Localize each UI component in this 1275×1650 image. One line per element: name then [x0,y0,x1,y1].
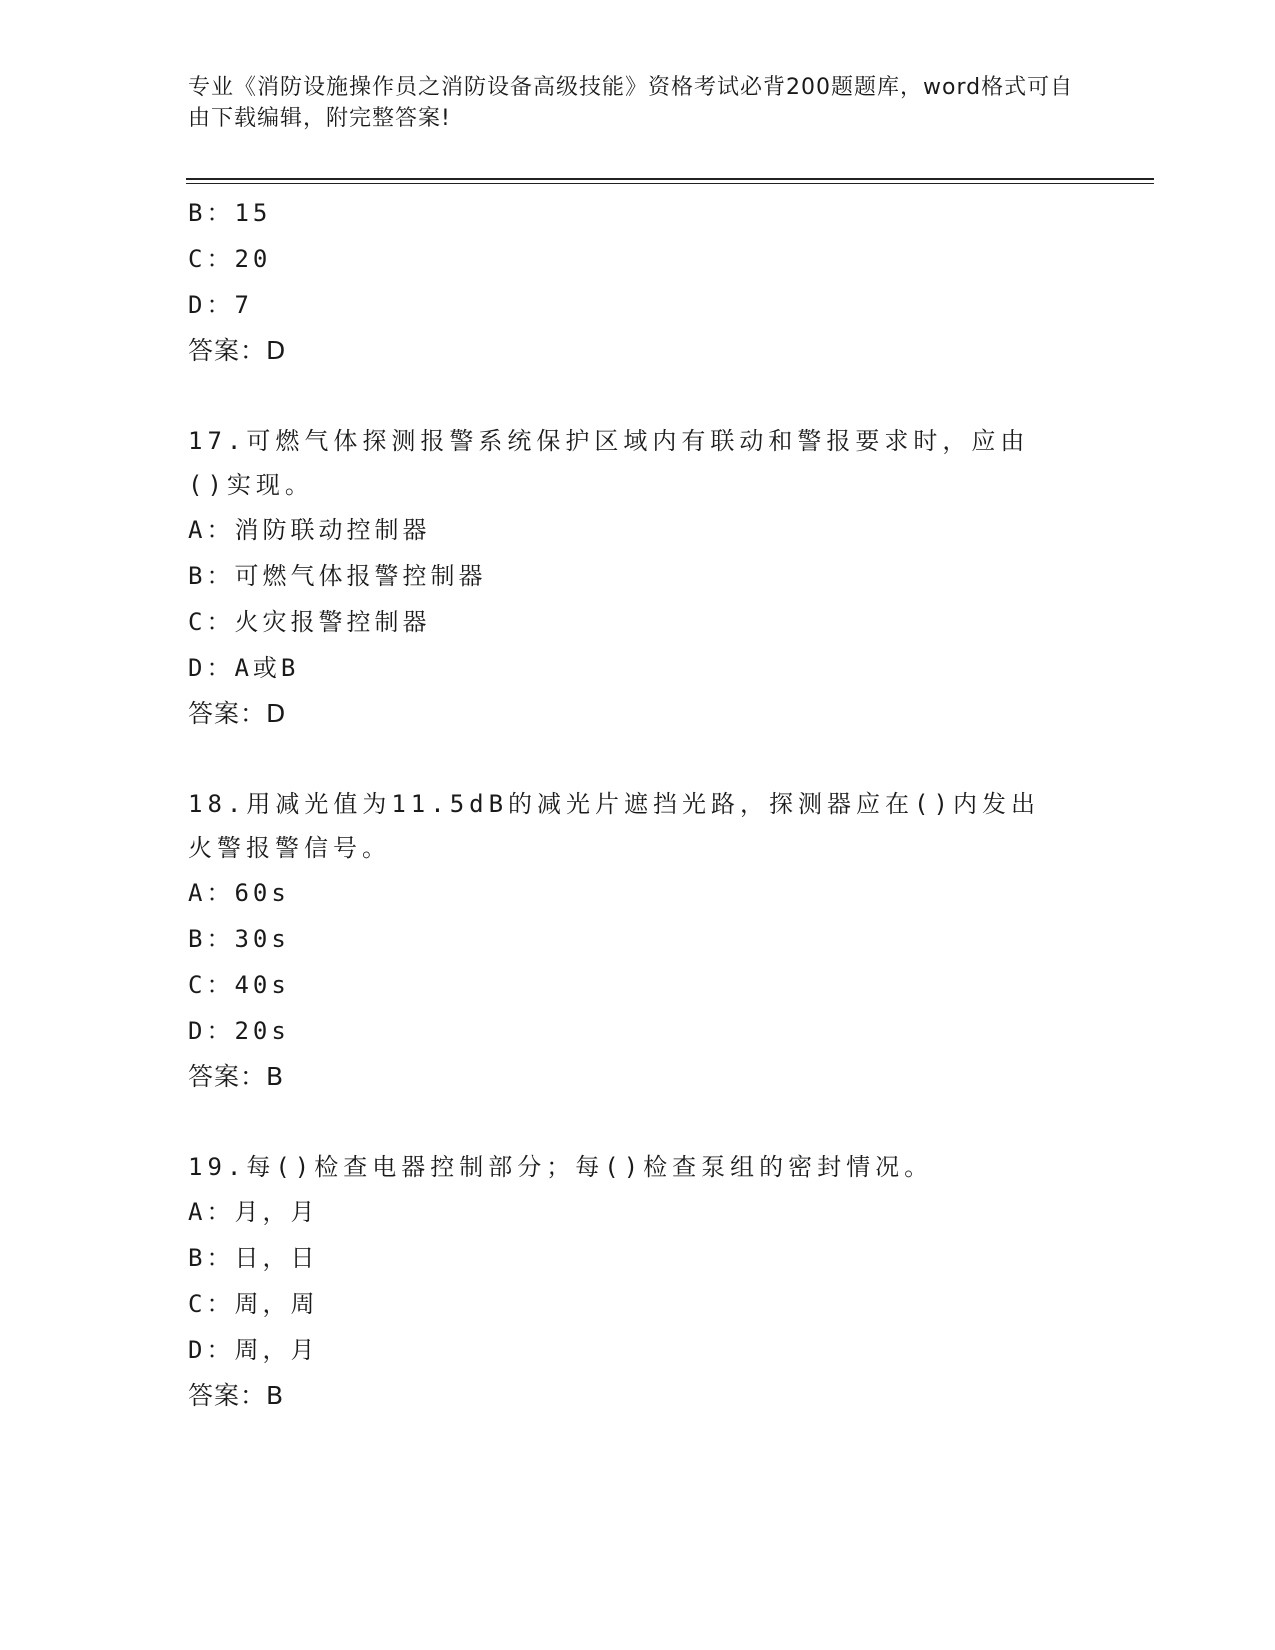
answer-line: 答案：B [188,1062,285,1091]
question-stem: 19.每()检查电器控制部分；每()检查泵组的密封情况。 [188,1153,934,1181]
option-line: B：日，日 [188,1244,319,1272]
header-rule-thin [186,183,1154,184]
option-line: A：消防联动控制器 [188,516,431,544]
option-line: C：20 [188,245,272,273]
option-line: D：周，月 [188,1336,319,1364]
question-stem: 18.用减光值为11.5dB的减光片遮挡光路，探测器应在()内发出火警报警信号。 [188,790,1040,862]
option-line: D：A或B [188,654,300,682]
answer-line: 答案：D [188,699,287,728]
question-block-18 [188,782,1068,1100]
page-header-title: 专业《消防设施操作员之消防设备高级技能》资格考试必背200题题库，word格式可自由下载编辑，附完整答案! [188,75,1074,131]
option-line: C：40s [188,971,290,999]
option-line: A：月，月 [188,1198,319,1226]
question-block-17 [188,419,1068,737]
answer-line: 答案：B [188,1381,285,1410]
answer-line: 答案：D [188,336,287,365]
option-line: C：周，周 [188,1290,319,1318]
question-block-16 [188,190,1068,374]
question-stem: 17.可燃气体探测报警系统保护区域内有联动和警报要求时，应由()实现。 [188,427,1030,499]
option-line: D：7 [188,291,253,319]
option-line: A：60s [188,879,290,907]
document-body [188,190,1068,1419]
option-line: D：20s [188,1017,290,1045]
question-block-19 [188,1145,1068,1419]
option-line: C：火灾报警控制器 [188,608,431,636]
option-line: B：可燃气体报警控制器 [188,562,487,590]
option-line: B：30s [188,925,290,953]
header-rule-thick [186,178,1154,180]
option-line: B：15 [188,199,272,227]
